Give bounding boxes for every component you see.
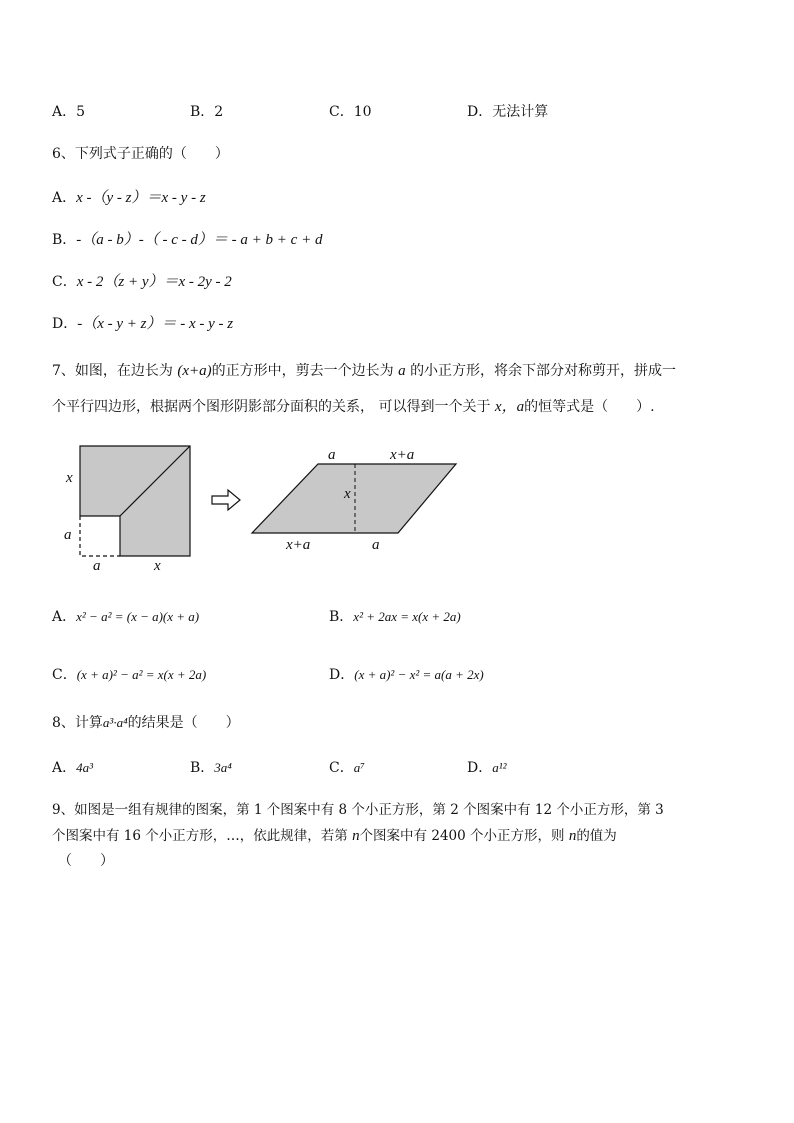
para-label-xa-top: x+a <box>390 447 415 463</box>
parallelogram-shaded-region <box>252 464 456 533</box>
q7-stem-part: 7、如图，在边长为 <box>52 363 173 379</box>
q7-option-a-expr: x² − a² = (x − a)(x + a) <box>76 609 200 624</box>
q5-option-c: C．10 <box>329 104 372 120</box>
square-label-x-left: x <box>66 470 73 486</box>
square-label-x-bottom: x <box>154 558 161 574</box>
para-label-a-bottom: a <box>372 537 380 553</box>
q6-option-d <box>52 312 233 333</box>
q5-option-b: B．2 <box>190 104 224 120</box>
q8-option-b-label: B． <box>190 760 215 776</box>
q8-option-d <box>467 757 507 777</box>
q7-option-d <box>329 664 484 684</box>
q7-option-b-label: B． <box>329 609 354 625</box>
q6-option-b-label: B． <box>52 232 77 248</box>
q7-figure <box>0 430 794 580</box>
cut-square-diagram <box>64 446 190 574</box>
q8-option-b-expr: 3a⁴ <box>214 760 232 775</box>
q5-option-a: A．5 <box>52 104 86 120</box>
q8-option-c-label: C． <box>329 760 354 776</box>
q7-stem-line1 <box>52 360 676 380</box>
q8-stem-part: 8、计算 <box>52 715 103 731</box>
q8-option-d-expr: a¹² <box>492 760 507 775</box>
para-label-x-mid: x <box>344 486 351 502</box>
q9-stem-line1: 9、如图是一组有规律的图案，第 1 个图案中有 8 个小正方形，第 2 个图案中有 12 个小正方形，第 3 <box>52 802 664 818</box>
q8-stem-expr: a³·a⁴ <box>102 715 128 730</box>
q7-stem-part: 的正方形中，剪去一个边长为 <box>211 363 394 379</box>
q7-stem-line2 <box>52 395 655 416</box>
q7-option-c <box>52 664 206 684</box>
para-label-xa-bottom: x+a <box>286 537 311 553</box>
q6-stem: 6、下列式子正确的（ ） <box>52 146 229 162</box>
q9-stem-part: 个图案中有 16 个小正方形，…，依此规律，若第 <box>52 828 348 844</box>
q6-option-a-label: A． <box>52 190 77 206</box>
q8-option-c <box>329 757 365 777</box>
q6-option-b <box>52 228 322 249</box>
transform-arrow-icon <box>212 490 240 510</box>
q6-option-a <box>52 186 206 207</box>
parallelogram-diagram <box>252 447 456 553</box>
q7-stem-vars: x，a <box>494 399 525 415</box>
q8-stem-part: 的结果是（ ） <box>127 715 240 731</box>
q7-option-c-label: C． <box>52 667 77 683</box>
q5-option-d: D．无法计算 <box>467 104 549 120</box>
q6-option-c-label: C． <box>52 274 77 290</box>
q7-option-d-expr: (x + a)² − x² = a(a + 2x) <box>354 667 484 682</box>
q6-option-d-expr: -（x - y + z）＝ - x - y - z <box>77 316 234 332</box>
q9-stem-var: n <box>352 828 360 844</box>
square-label-a-left: a <box>64 527 72 543</box>
q8-option-a-expr: 4a³ <box>76 760 94 775</box>
q7-stem-part: 的小正方形，将余下部分对称剪开，拼成一 <box>410 363 677 379</box>
q6-option-a-expr: x -（y - z）＝x - y - z <box>76 190 206 206</box>
removed-small-square <box>80 516 120 556</box>
q6-option-c-expr: x - 2（z + y）＝x - 2y - 2 <box>76 274 232 290</box>
q8-stem <box>52 712 240 732</box>
q7-stem-part: 个平行四边形，根据两个图形阴影部分面积的关系， 可以得到一个关于 <box>52 399 491 415</box>
q9-stem-part: 的值为 <box>576 828 617 844</box>
q7-option-a <box>52 606 199 626</box>
q7-option-c-expr: (x + a)² − a² = x(x + 2a) <box>76 667 207 682</box>
q7-option-b-expr: x² + 2ax = x(x + 2a) <box>353 609 461 624</box>
q9-stem-part: 个图案中有 2400 个小正方形，则 <box>359 828 565 844</box>
q7-stem-part: 的恒等式是（ ）. <box>524 399 655 415</box>
q8-option-c-expr: a⁷ <box>353 760 365 775</box>
q7-option-b <box>329 606 461 626</box>
q6-option-c <box>52 270 232 291</box>
q6-option-b-expr: -（a - b）-（ - c - d）＝ - a + b + c + d <box>76 232 323 248</box>
q7-option-d-label: D． <box>329 667 355 683</box>
q6-option-d-label: D． <box>52 316 78 332</box>
q8-option-a <box>52 757 93 777</box>
q8-option-b <box>190 757 232 777</box>
q9-stem-var: n <box>568 828 577 844</box>
q9-answer-blank: （ ） <box>58 853 114 869</box>
para-label-a-top: a <box>328 447 336 463</box>
square-label-a-bottom: a <box>93 558 101 574</box>
q9-stem-line2 <box>52 824 617 845</box>
q8-option-d-label: D． <box>467 760 493 776</box>
q7-stem-var: a <box>398 363 406 379</box>
q8-option-a-label: A． <box>52 760 77 776</box>
q7-option-a-label: A． <box>52 609 77 625</box>
q7-stem-expr: (x+a) <box>177 363 212 379</box>
